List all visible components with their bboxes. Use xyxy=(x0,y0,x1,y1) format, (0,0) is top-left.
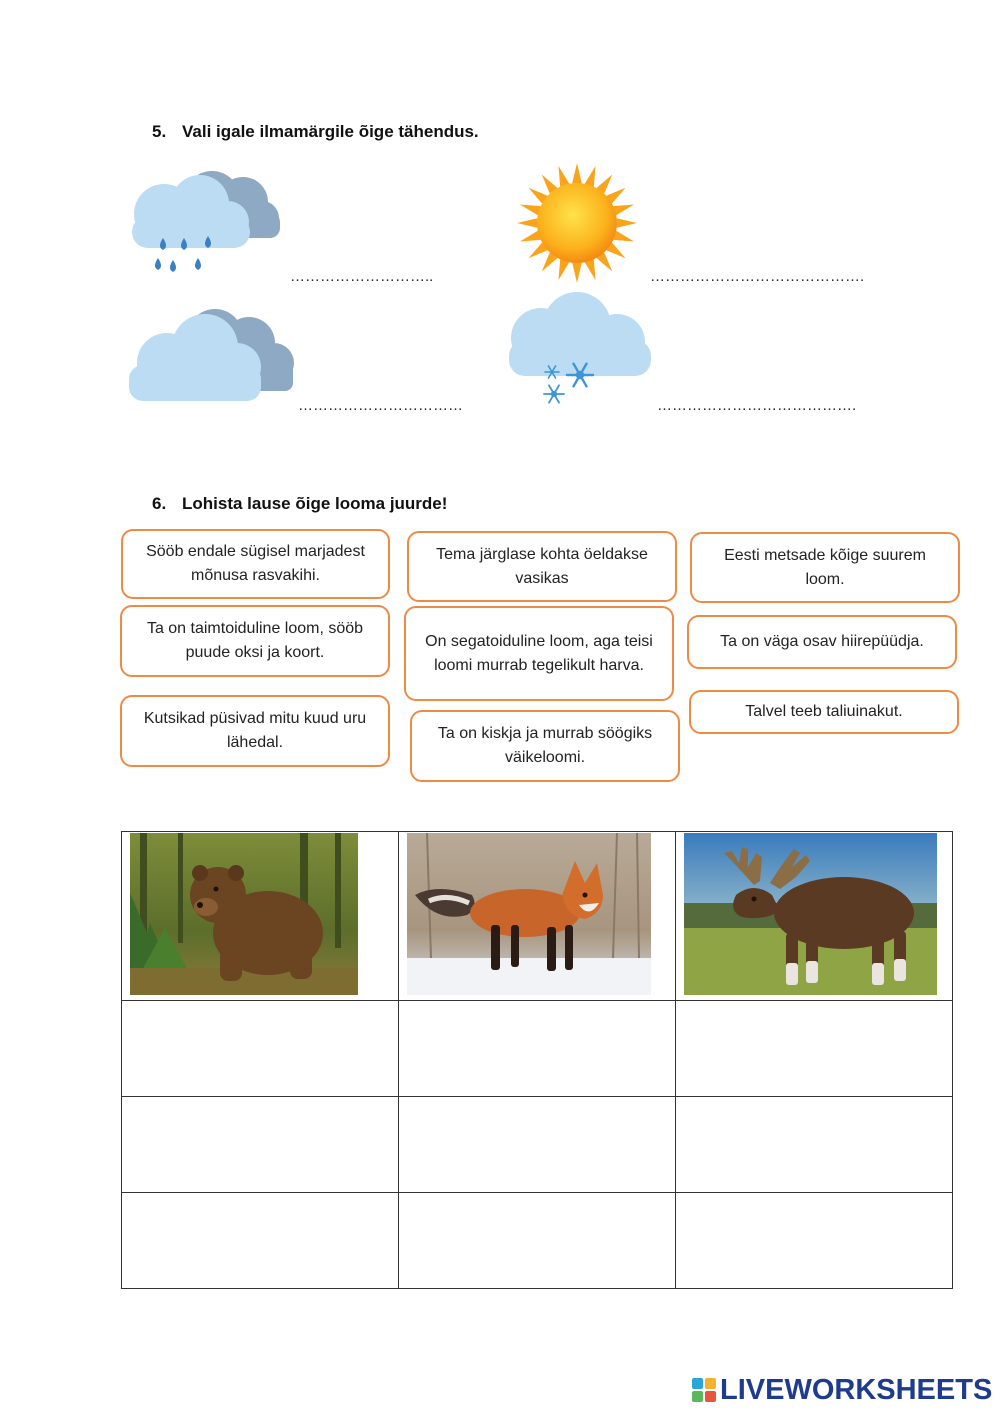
question-title: Lohista lause õige looma juurde! xyxy=(182,494,448,513)
cloud-icon xyxy=(129,305,294,403)
drop-zone-moose[interactable] xyxy=(676,1193,953,1289)
brand-name: LIVEWORKSHEETS xyxy=(720,1373,993,1406)
question-number: 6. xyxy=(152,494,167,513)
fox-cell xyxy=(399,832,676,1001)
rain-cloud-icon xyxy=(128,164,283,282)
sun-ray xyxy=(517,218,537,228)
sun-ray xyxy=(613,204,634,215)
sun-ray xyxy=(585,259,596,280)
sun-ray xyxy=(572,263,582,283)
animal-table xyxy=(121,831,953,1289)
drop-zone-bear[interactable] xyxy=(122,1001,399,1097)
drop-zone-bear[interactable] xyxy=(122,1193,399,1289)
sun-ray xyxy=(520,204,541,215)
question-5-heading xyxy=(152,122,479,142)
sun-icon xyxy=(516,162,638,284)
drag-card[interactable]: Sööb endale sügisel marjadest mõnusa rasvakihi. xyxy=(121,529,390,599)
sun-ray xyxy=(558,166,569,187)
drag-card[interactable]: Ta on taimtoiduline loom, sööb puude oksi ja koort. xyxy=(120,605,390,677)
sun-ray xyxy=(572,163,582,183)
drag-card[interactable]: Eesti metsade kõige suurem loom. xyxy=(690,532,960,603)
question-6-heading xyxy=(152,494,447,514)
drag-card[interactable]: On segatoiduline loom, aga teisi loomi murrab tegelikult harva. xyxy=(404,606,674,701)
sun-ray xyxy=(617,218,637,228)
sun-ray xyxy=(585,166,596,187)
drag-card[interactable]: Tema järglase kohta öeldakse vasikas xyxy=(407,531,677,602)
drag-card[interactable]: Kutsikad püsivad mitu kuud uru lähedal. xyxy=(120,695,390,767)
question-number: 5. xyxy=(152,122,167,141)
bear-photo xyxy=(130,833,358,995)
drag-card[interactable]: Ta on kiskja ja murrab söögiks väikeloomi. xyxy=(410,710,680,782)
drop-zone-moose[interactable] xyxy=(676,1001,953,1097)
answer-blank-sun[interactable]: ……………………………………. xyxy=(650,268,865,285)
question-title: Vali igale ilmamärgile õige tähendus. xyxy=(182,122,479,141)
bear-cell xyxy=(122,832,399,1001)
liveworksheets-brand xyxy=(692,1374,992,1406)
drop-zone-bear[interactable] xyxy=(122,1097,399,1193)
drop-zone-moose[interactable] xyxy=(676,1097,953,1193)
drag-card[interactable]: Ta on väga osav hiirepüüdja. xyxy=(687,615,957,669)
drop-zone-fox[interactable] xyxy=(399,1097,676,1193)
sun-ray xyxy=(613,231,634,242)
sun-ray xyxy=(520,231,541,242)
answer-blank-snow[interactable]: …………………………………. xyxy=(657,397,857,414)
fox-photo xyxy=(407,833,651,995)
drop-zone-fox[interactable] xyxy=(399,1001,676,1097)
moose-cell xyxy=(676,832,953,1001)
snow-cloud-icon xyxy=(507,290,653,408)
answer-blank-cloud[interactable]: …………………………… xyxy=(298,397,463,414)
sun-ray xyxy=(558,259,569,280)
answer-blank-rain[interactable]: ……………………….. xyxy=(290,268,434,285)
drop-zone-fox[interactable] xyxy=(399,1193,676,1289)
moose-photo xyxy=(684,833,937,995)
drag-card[interactable]: Talvel teeb taliuinakut. xyxy=(689,690,959,734)
liveworksheets-logo-icon xyxy=(692,1378,716,1402)
